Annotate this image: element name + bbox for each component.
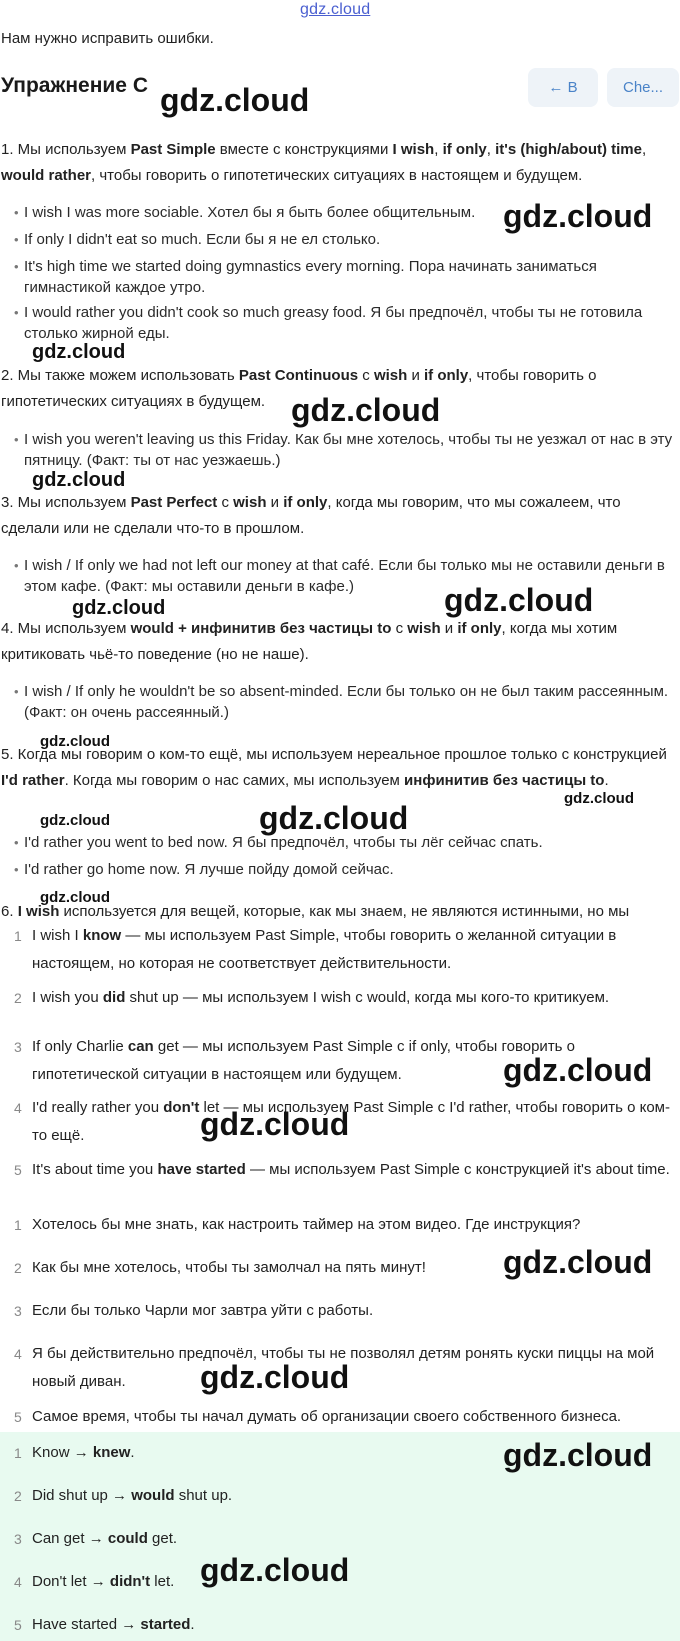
exercise-title: Упражнение C [1, 74, 148, 97]
watermark: gdz.cloud [259, 800, 409, 836]
translation-text: Самое время, чтобы ты начал думать об организации своего собственного бизнеса. [32, 1408, 622, 1425]
answer-text: Have started → started. [32, 1616, 195, 1633]
explanation-item [14, 922, 676, 978]
watermark: gdz.cloud [40, 812, 110, 829]
rule-1: 1. Мы используем Past Simple вместе с конструкциями I wish, if only, it's (high/about) time, would rather, чтобы говорить о гипотетических ситуациях в настоящем и будущем. [1, 141, 647, 184]
item-number: 5 [14, 1409, 22, 1425]
explanation-text: It's about time you have started — мы используем Past Simple с конструкцией it's about time. [32, 1161, 670, 1178]
rule-5: 5. Когда мы говорим о ком-то ещё, мы используем нереальное прошлое только с конструкцией I'd rather. Когда мы говорим о нас самих, мы используем инфинитив без частицы to. [1, 746, 667, 789]
explanation-text: I wish you did shut up — мы используем I wish с would, когда мы кого-то критикуем. [32, 989, 610, 1006]
item-number: 5 [14, 1617, 22, 1633]
item-number: 1 [14, 1217, 22, 1233]
translation-text: Хотелось бы мне знать, как настроить таймер на этом видео. Где инструкция? [32, 1216, 581, 1233]
item-number: 1 [14, 928, 22, 944]
site-logo[interactable]: gdz.cloud [300, 1, 371, 18]
answer-text: Don't let → didn't let. [32, 1573, 175, 1590]
translation-text: Как бы мне хотелось, чтобы ты замолчал на пять минут! [32, 1259, 426, 1276]
watermark: gdz.cloud [32, 341, 126, 363]
example-bullet: • I wish / If only we had not left our money at that café. Если бы только мы не оставили деньги в этом кафе. (Факт: мы оставили деньги в кафе.) [14, 555, 674, 597]
watermark: gdz.cloud [444, 582, 594, 618]
item-number: 3 [14, 1039, 22, 1055]
item-number: 2 [14, 1260, 22, 1276]
item-number: 4 [14, 1100, 22, 1116]
rule-3: 3. Мы используем Past Perfect с wish и if only, когда мы говорим, что мы сожалеем, что сделали или не сделали что-то в прошлом. [1, 494, 621, 537]
example-bullet: • If only I didn't eat so much. Если бы я не ел столько. [14, 229, 674, 250]
explanation-text: I'd really rather you don't let — мы используем Past Simple с I'd rather, чтобы говорить о ком-то ещё. [32, 1099, 670, 1144]
item-number: 3 [14, 1303, 22, 1319]
watermark: gdz.cloud [503, 198, 653, 234]
explanation-item [14, 1156, 676, 1184]
translation-item [14, 1211, 676, 1239]
explanation-text: I wish I know — мы используем Past Simple, чтобы говорить о желанной ситуации в настоящем, но которая не соответствует действительности. [32, 927, 617, 972]
next-exercise-button[interactable]: Che... [607, 68, 679, 107]
rule-4: 4. Мы используем would + инфинитив без частицы to с wish и if only, когда мы хотим критиковать чьё-то поведение (но не наше). [1, 620, 618, 663]
watermark: gdz.cloud [32, 469, 126, 491]
item-number: 4 [14, 1346, 22, 1362]
rule-2: 2. Мы также можем использовать Past Continuous с wish и if only, чтобы говорить о гипотетических ситуациях в будущем. [1, 367, 597, 410]
example-bullet: • I'd rather go home now. Я лучше пойду домой сейчас. [14, 859, 674, 880]
translation-text: Если бы только Чарли мог завтра уйти с работы. [32, 1302, 374, 1319]
example-bullet: • I wish I was more sociable. Хотел бы я быть более общительным. [14, 202, 674, 223]
example-bullet: • I would rather you didn't cook so much greasy food. Я бы предпочёл, чтобы ты не готовила столько жирной еды. [14, 302, 674, 344]
answer-text: Can get → could get. [32, 1530, 178, 1547]
example-bullet: • I wish you weren't leaving us this Friday. Как бы мне хотелось, чтобы ты не уезжал от нас в эту пятницу. (Факт: ты от нас уезжаешь.) [14, 429, 674, 471]
answer-text: Know → knew. [32, 1444, 135, 1461]
item-number: 2 [14, 990, 22, 1006]
watermark: gdz.cloud [40, 733, 110, 750]
watermark: gdz.cloud [503, 1437, 653, 1473]
explanation-item [14, 984, 676, 1012]
watermark: gdz.cloud [291, 392, 441, 428]
example-bullet: • I'd rather you went to bed now. Я бы предпочёл, чтобы ты лёг сейчас спать. [14, 832, 674, 853]
translation-item [14, 1403, 676, 1431]
answer-text: Did shut up → would shut up. [32, 1487, 233, 1504]
item-number: 1 [14, 1445, 22, 1461]
intro-text: Нам нужно исправить ошибки. [1, 30, 214, 47]
rule-6: 6. I wish используется для вещей, которые, как мы знаем, не являются истинными, но мы [1, 903, 630, 920]
item-number: 2 [14, 1488, 22, 1504]
watermark: gdz.cloud [200, 1106, 350, 1142]
item-number: 3 [14, 1531, 22, 1547]
watermark: gdz.cloud [564, 790, 634, 807]
watermark: gdz.cloud [72, 597, 166, 619]
watermark: gdz.cloud [40, 889, 110, 906]
prev-exercise-button[interactable]: ← В [528, 68, 598, 107]
explanation-text: If only Charlie can get — мы используем Past Simple с if only, чтобы говорить о гипотетической ситуации в настоящем или будущем. [32, 1038, 576, 1083]
watermark: gdz.cloud [503, 1244, 653, 1280]
item-number: 5 [14, 1162, 22, 1178]
translation-item [14, 1297, 676, 1325]
answer-item [14, 1525, 676, 1553]
watermark: gdz.cloud [200, 1359, 350, 1395]
watermark: gdz.cloud [160, 82, 310, 118]
item-number: 4 [14, 1574, 22, 1590]
watermark: gdz.cloud [503, 1052, 653, 1088]
example-bullet: • It's high time we started doing gymnastics every morning. Пора начинать заниматься гимнастикой каждое утро. [14, 256, 674, 298]
answer-item [14, 1611, 676, 1639]
answer-item [14, 1482, 676, 1510]
example-bullet: • I wish / If only he wouldn't be so absent-minded. Если бы только он не был таким рассеянным. (Факт: он очень рассеянный.) [14, 681, 674, 723]
translation-text: Я бы действительно предпочёл, чтобы ты не позволял детям ронять куски пиццы на мой новый диван. [32, 1345, 655, 1390]
watermark: gdz.cloud [200, 1552, 350, 1588]
